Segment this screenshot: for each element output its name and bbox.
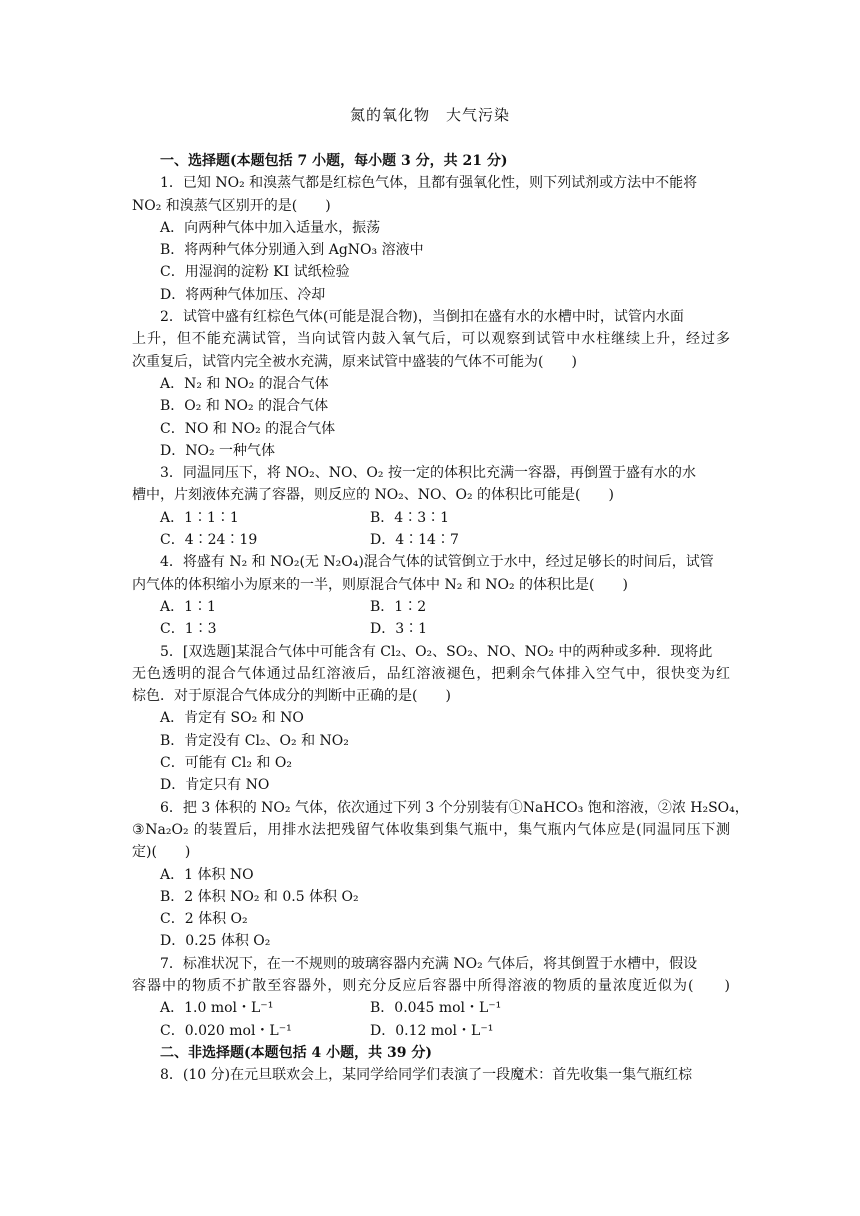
option-left: C．4∶24∶19 (160, 532, 258, 549)
option-left: A．1.0 mol・L⁻¹ (160, 1000, 274, 1017)
option-row (132, 507, 730, 529)
option-right: D．4∶14∶7 (370, 532, 459, 549)
question-continuation: 上升，但不能充满试管，当向试管内鼓入氧气后，可以观察到试管中水柱继续上升，经过多 (132, 331, 730, 348)
question-continuation: 容器中的物质不扩散至容器外，则充分反应后容器中所得溶液的物质的量浓度近似为( ) (132, 977, 730, 994)
option-line: D．将两种气体加压、冷却 (160, 286, 326, 303)
question-line: 8．(10 分)在元旦联欢会上，某同学给同学们表演了一段魔术：首先收集一集气瓶红棕 (160, 1067, 693, 1084)
question-continuation: NO₂ 和溴蒸气区别开的是( ) (132, 197, 331, 214)
question-continuation: 定)( ) (132, 844, 191, 861)
option-line: D．肯定只有 NO (160, 777, 270, 794)
question-continuation: ③Na₂O₂ 的装置后，用排水法把残留气体收集到集气瓶中，集气瓶内气体应是(同温同压下测 (132, 821, 730, 838)
option-line: B．肯定没有 Cl₂、O₂ 和 NO₂ (160, 732, 349, 749)
option-left: C．1∶3 (160, 621, 217, 638)
option-right: D．3∶1 (370, 621, 428, 638)
option-line: B．O₂ 和 NO₂ 的混合气体 (160, 398, 329, 415)
option-row (132, 1020, 730, 1042)
question-continuation: 槽中，片刻液体充满了容器，则反应的 NO₂、NO、O₂ 的体积比可能是( ) (132, 487, 614, 504)
question-continuation: 内气体的体积缩小为原来的一半，则原混合气体中 N₂ 和 NO₂ 的体积比是( ) (132, 576, 628, 593)
question-line: 5．[双选题]某混合气体中可能含有 Cl₂、O₂、SO₂、NO、NO₂ 中的两种或多种．现将此 (160, 643, 713, 660)
page-title: 氮的氧化物 大气污染 (349, 106, 510, 124)
option-line: C．用湿润的淀粉 KI 试纸检验 (160, 264, 350, 281)
option-line: A．肯定有 SO₂ 和 NO (160, 710, 304, 727)
option-line: C．2 体积 O₂ (160, 911, 248, 928)
question-line: 3．同温同压下，将 NO₂、NO、O₂ 按一定的体积比充满一容器，再倒置于盛有水的水 (160, 465, 696, 482)
option-left: A．1∶1∶1 (160, 509, 239, 526)
option-line: C．NO 和 NO₂ 的混合气体 (160, 420, 336, 437)
question-line: 2．试管中盛有红棕色气体(可能是混合物)，当倒扣在盛有水的水槽中时，试管内水面 (160, 309, 684, 326)
option-right: D．0.12 mol・L⁻¹ (370, 1022, 494, 1039)
option-right: B．4∶3∶1 (370, 509, 450, 526)
option-line: A．1 体积 NO (160, 866, 254, 883)
question-line: 7．标准状况下，在一不规则的玻璃容器内充满 NO₂ 气体后，将其倒置于水槽中，假设 (160, 955, 698, 972)
option-row (132, 997, 730, 1019)
option-right: B．1∶2 (370, 598, 427, 615)
document-body (132, 150, 749, 1086)
option-left: C．0.020 mol・L⁻¹ (160, 1022, 292, 1039)
option-line: A．N₂ 和 NO₂ 的混合气体 (160, 375, 329, 392)
option-line: B．2 体积 NO₂ 和 0.5 体积 O₂ (160, 888, 359, 905)
option-row (132, 618, 730, 640)
option-line: B．将两种气体分别通入到 AgNO₃ 溶液中 (160, 242, 424, 259)
option-row (132, 529, 730, 551)
option-left: A．1∶1 (160, 598, 216, 615)
option-row (132, 596, 730, 618)
option-right: B．0.045 mol・L⁻¹ (370, 1000, 502, 1017)
option-line: D．NO₂ 一种气体 (160, 442, 276, 459)
question-line: 6．把 3 体积的 NO₂ 气体，依次通过下列 3 个分别装有①NaHCO₃ 饱和溶液，②浓 H₂SO₄， (160, 799, 749, 816)
question-continuation: 棕色．对于原混合气体成分的判断中正确的是( ) (132, 688, 451, 705)
question-line: 1．已知 NO₂ 和溴蒸气都是红棕色气体，且都有强氧化性，则下列试剂或方法中不能将 (160, 175, 698, 192)
option-line: D．0.25 体积 O₂ (160, 933, 271, 950)
option-line: C．可能有 Cl₂ 和 O₂ (160, 755, 292, 772)
question-line: 4．将盛有 N₂ 和 NO₂(无 N₂O₄)混合气体的试管倒立于水中，经过足够长的时间后，试管 (160, 554, 714, 571)
option-line: A．向两种气体中加入适量水，振荡 (160, 219, 381, 236)
question-continuation: 次重复后，试管内完全被水充满，原来试管中盛装的气体不可能为( ) (132, 353, 577, 370)
question-continuation: 无色透明的混合气体通过品红溶液后，品红溶液褪色，把剩余气体排入空气中，很快变为红 (132, 665, 730, 682)
section-heading: 一、选择题(本题包括 7 小题，每小题 3 分，共 21 分) (160, 153, 508, 169)
section-heading: 二、非选择题(本题包括 4 小题，共 39 分) (160, 1044, 432, 1061)
